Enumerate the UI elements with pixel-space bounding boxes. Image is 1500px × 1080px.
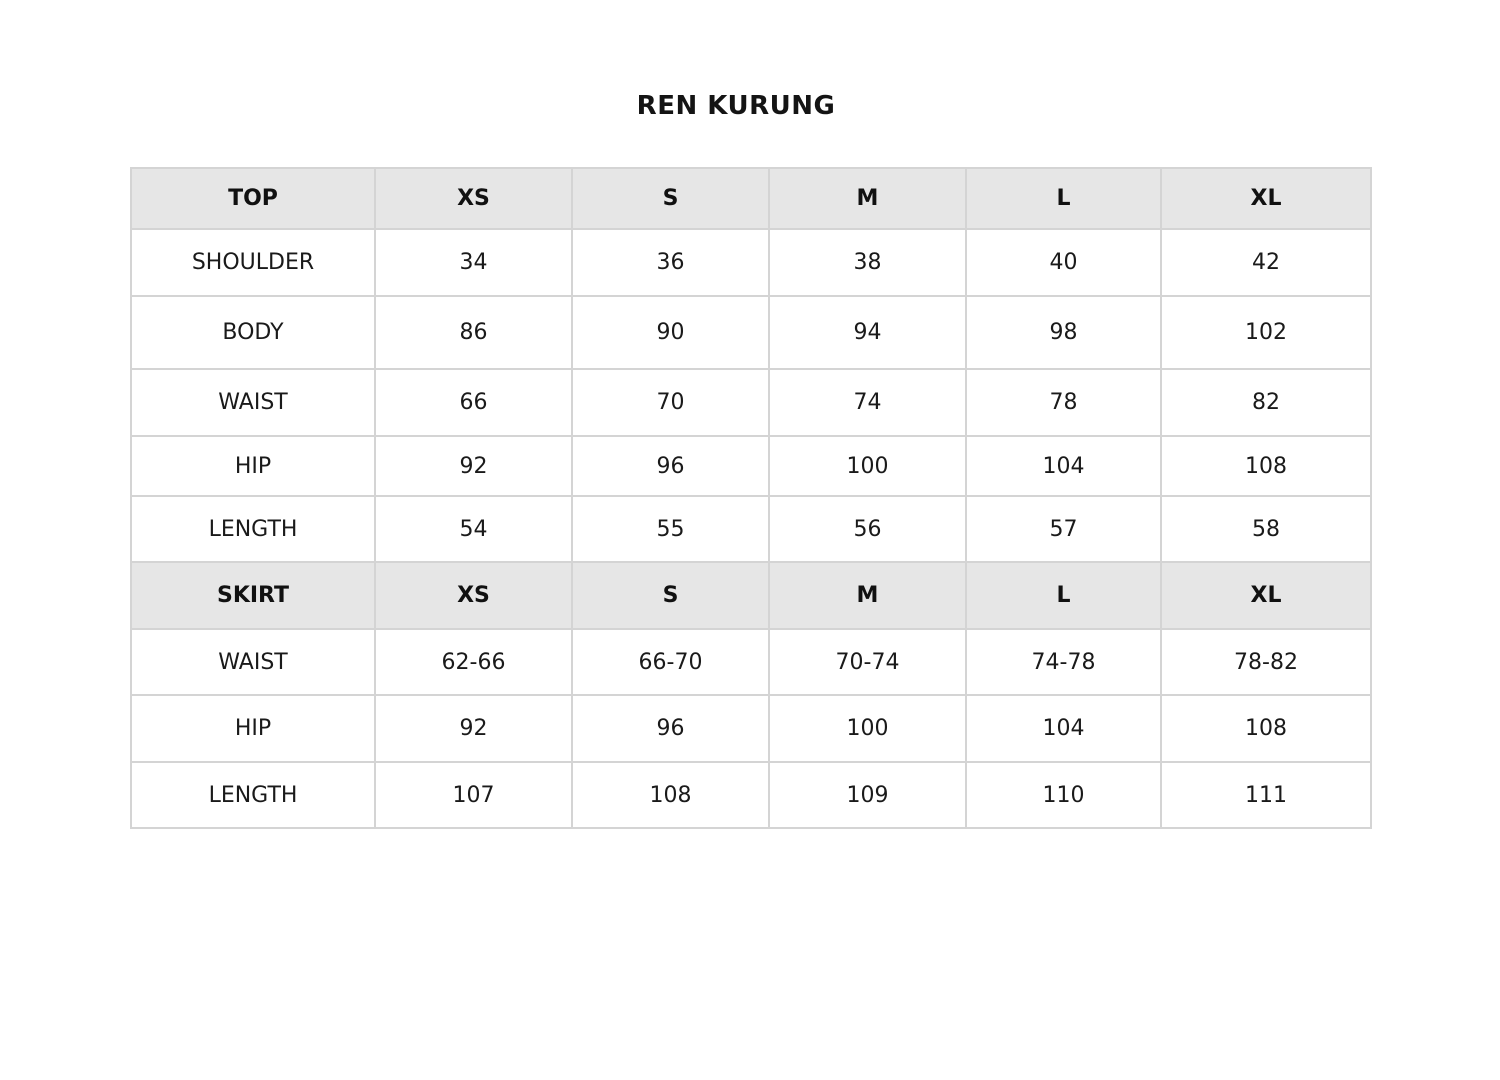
table-cell: 108	[572, 762, 769, 828]
size-chart-table	[130, 167, 1372, 829]
table-cell: 92	[375, 695, 572, 762]
table-cell: 86	[375, 296, 572, 369]
table-cell: 38	[769, 229, 966, 296]
header-cell: XS	[375, 562, 572, 629]
header-cell: SKIRT	[131, 562, 375, 629]
table-cell: 102	[1161, 296, 1371, 369]
table-cell: 56	[769, 496, 966, 562]
table-cell: 62-66	[375, 629, 572, 695]
table-row	[131, 296, 1371, 369]
table-cell: 36	[572, 229, 769, 296]
table-cell: 78	[966, 369, 1161, 436]
table-cell: 58	[1161, 496, 1371, 562]
row-label: WAIST	[131, 369, 375, 436]
header-cell: XL	[1161, 168, 1371, 229]
table-cell: 104	[966, 695, 1161, 762]
page-title: REN KURUNG	[636, 91, 836, 121]
table-cell: 98	[966, 296, 1161, 369]
table-row	[131, 436, 1371, 496]
row-label: HIP	[131, 436, 375, 496]
table-cell: 100	[769, 695, 966, 762]
header-cell: S	[572, 168, 769, 229]
header-cell: TOP	[131, 168, 375, 229]
table-cell: 74	[769, 369, 966, 436]
header-cell: M	[769, 562, 966, 629]
table-cell: 78-82	[1161, 629, 1371, 695]
row-label: LENGTH	[131, 762, 375, 828]
header-cell: XS	[375, 168, 572, 229]
table-row	[131, 695, 1371, 762]
top-header-row	[131, 168, 1371, 229]
table-cell: 96	[572, 436, 769, 496]
table-cell: 57	[966, 496, 1161, 562]
row-label: SHOULDER	[131, 229, 375, 296]
table-cell: 100	[769, 436, 966, 496]
table-cell: 34	[375, 229, 572, 296]
table-cell: 82	[1161, 369, 1371, 436]
skirt-header-row	[131, 562, 1371, 629]
table-cell: 42	[1161, 229, 1371, 296]
table-row	[131, 762, 1371, 828]
table-row	[131, 229, 1371, 296]
table-cell: 74-78	[966, 629, 1161, 695]
table-cell: 70	[572, 369, 769, 436]
table-row	[131, 369, 1371, 436]
table-row	[131, 629, 1371, 695]
header-cell: M	[769, 168, 966, 229]
row-label: BODY	[131, 296, 375, 369]
header-cell: XL	[1161, 562, 1371, 629]
row-label: LENGTH	[131, 496, 375, 562]
table-cell: 111	[1161, 762, 1371, 828]
table-cell: 94	[769, 296, 966, 369]
table-cell: 66-70	[572, 629, 769, 695]
table-cell: 90	[572, 296, 769, 369]
table-row	[131, 496, 1371, 562]
table-cell: 108	[1161, 695, 1371, 762]
table-cell: 110	[966, 762, 1161, 828]
table-cell: 107	[375, 762, 572, 828]
table-cell: 108	[1161, 436, 1371, 496]
table-cell: 96	[572, 695, 769, 762]
row-label: HIP	[131, 695, 375, 762]
table-cell: 40	[966, 229, 1161, 296]
table-cell: 54	[375, 496, 572, 562]
row-label: WAIST	[131, 629, 375, 695]
header-cell: L	[966, 562, 1161, 629]
table-cell: 92	[375, 436, 572, 496]
header-cell: L	[966, 168, 1161, 229]
table-cell: 109	[769, 762, 966, 828]
table-cell: 104	[966, 436, 1161, 496]
table-cell: 66	[375, 369, 572, 436]
table-cell: 70-74	[769, 629, 966, 695]
table-cell: 55	[572, 496, 769, 562]
header-cell: S	[572, 562, 769, 629]
